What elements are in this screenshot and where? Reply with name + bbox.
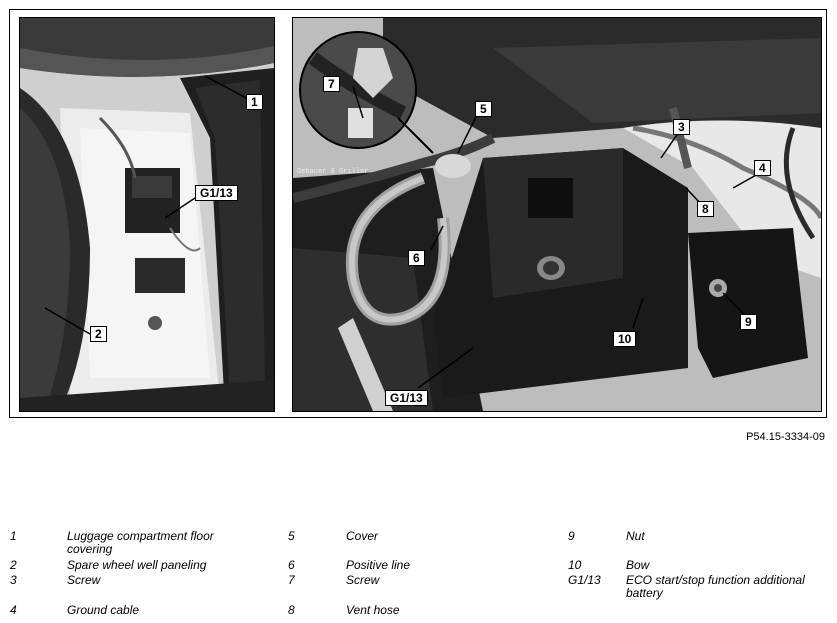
callout-7: 7 [323,76,340,92]
legend-num: 9 [568,529,575,543]
legend-num: 3 [10,573,17,587]
callout-2: 2 [90,326,107,342]
legend-num: 8 [288,603,295,617]
legend-num: 10 [568,558,582,572]
legend-num: 1 [10,529,17,543]
legend-desc: ECO start/stop function additional battery [626,573,805,600]
photo-left-drawing [20,18,274,411]
legend-desc: Luggage compartment floor covering [67,529,214,556]
photo-right-drawing [293,18,821,411]
overlay-text-label: Gebauer & Griller [297,168,369,176]
legend-num: G1/13 [568,573,601,587]
legend-desc: Spare wheel well paneling [67,558,207,572]
legend-num: 5 [288,529,295,543]
callout-g1-13-left: G1/13 [195,185,238,201]
callout-3: 3 [673,119,690,135]
photo-luggage-compartment [19,17,275,412]
legend-desc: Screw [67,573,101,587]
legend-num: 6 [288,558,295,572]
callout-10: 10 [613,331,636,347]
legend-num: 2 [10,558,17,572]
callout-6: 6 [408,250,425,266]
legend-desc: Bow [626,558,650,572]
figure-frame [9,9,827,418]
callout-g1-13-right: G1/13 [385,390,428,406]
legend-desc: Nut [626,529,645,543]
callout-5: 5 [475,101,492,117]
legend-desc: Cover [346,529,379,543]
callout-8: 8 [697,201,714,217]
legend-num: 4 [10,603,17,617]
callout-9: 9 [740,314,757,330]
legend-num: 7 [288,573,295,587]
legend-desc: Screw [346,573,380,587]
photo-battery-installation [292,17,822,412]
figure-reference: P54.15-3334-09 [746,431,825,443]
callout-4: 4 [754,160,771,176]
legend-desc: Positive line [346,558,411,572]
callout-1: 1 [246,94,263,110]
legend-desc: Ground cable [67,603,140,617]
legend-desc: Vent hose [346,603,400,617]
